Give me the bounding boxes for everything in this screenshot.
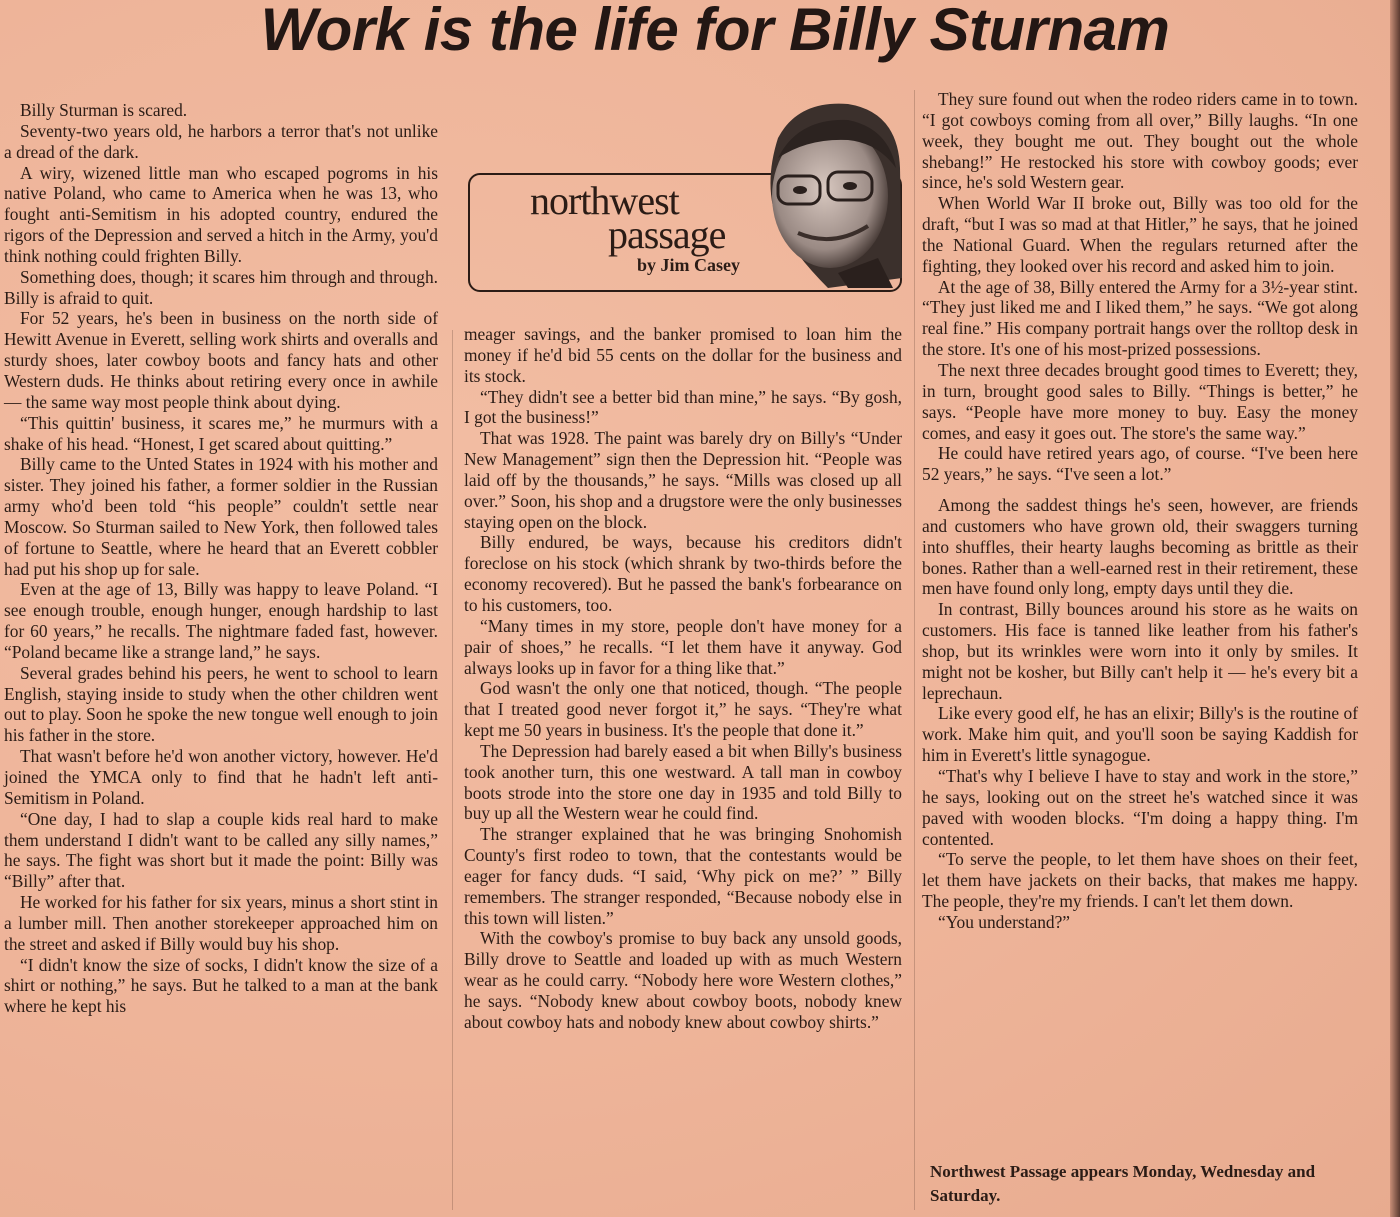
column-rule <box>452 330 453 1210</box>
paragraph: He worked for his father for six years, minus a short stint in a lumber mill. Then another storekeeper approached him on the street and asked if Billy would buy his shop. <box>4 892 438 954</box>
paragraph: Like every good elf, he has an elixir; Billy's is the routine of work. Make him quit, and you'll soon be saying Kaddish for him in Everett's little synagogue. <box>922 703 1358 766</box>
headline: Work is the life for Billy Sturnam <box>260 0 1170 63</box>
paragraph: Something does, though; it scares him through and through. Billy is afraid to quit. <box>4 266 438 308</box>
paragraph: Billy endured, be ways, because his creditors didn't foreclose on his stock (which shrank by two-thirds before the economy recovered). But he passed the bank's forbearance on to his customers, too. <box>464 532 902 615</box>
paragraph: God wasn't the only one that noticed, though. “The people that I treated good never forgot it,” he says. “They're what kept me 50 years in business. It's the people that done it.” <box>464 678 902 741</box>
article-column-2 <box>464 324 902 1033</box>
paragraph: Several grades behind his peers, he went to school to learn English, staying inside to study when the other children went out to play. Soon he spoke the new tongue well enough to join his father in the store. <box>4 662 438 746</box>
paragraph: meager savings, and the banker promised to loan him the money if he'd bid 55 cents on the dollar for the business and its stock. <box>464 324 902 386</box>
footer-note: Northwest Passage appears Monday, Wednesday and Saturday. <box>930 1162 1316 1205</box>
paragraph: The next three decades brought good times to Everett; they, in turn, brought good sales to Billy. “Things is better,” he says. “People have more money to buy. Easy the money comes, and easy it goes out. The store's the same way.” <box>922 359 1358 443</box>
paragraph: That wasn't before he'd won another victory, however. He'd joined the YMCA only to find that he hadn't left anti-Semitism in Poland. <box>4 746 438 808</box>
paragraph: Seventy-two years old, he harbors a terror that's not unlike a dread of the dark. <box>4 120 438 162</box>
paragraph: Among the saddest things he's seen, however, are friends and customers who have grown old, their swaggers turning into shuffles, their hearty laughs becoming as brittle as their bones. Rather than a well-earned rest in their retirement, these men have found only long, empty days until they die. <box>922 495 1358 599</box>
paragraph: “They didn't see a better bid than mine,” he says. “By gosh, I got the business!” <box>464 386 902 428</box>
paragraph: For 52 years, he's been in business on the north side of Hewitt Avenue in Everett, selling work shirts and overalls and sturdy shoes, later cowboy boots and fancy hats and other Western duds. He thinks about retiring every once in awhile — the same way most people think about dying. <box>4 308 438 412</box>
paragraph: “That's why I believe I have to stay and work in the store,” he says, looking out on the street he's watched since it was paved with wooden blocks. “I'm doing a happy thing. I'm contented. <box>922 766 1358 849</box>
column-logo-line1: northwest <box>530 178 679 223</box>
paragraph: Even at the age of 13, Billy was happy to leave Poland. “I see enough trouble, enough hunger, enough hardship to last for 60 years,” he recalls. The nightmare faded fast, however. “Poland became like a strange land,” he says. <box>4 579 438 662</box>
column-logo-line2: passage <box>608 212 726 257</box>
article-column-3 <box>922 89 1358 933</box>
paragraph: At the age of 38, Billy entered the Army for a 3½-year stint. “They just liked me and I liked them,” he says. “We got along real fine.” His company portrait hangs over the rolltop desk in the store. It's one of his most-prized possessions. <box>922 276 1358 360</box>
paragraph: “One day, I had to slap a couple kids real hard to make them understand I didn't want to be called any silly names,” he says. The fight was short but it made the point: Billy was “Billy” after that. <box>4 808 438 892</box>
paragraph: Billy Sturman is scared. <box>20 100 188 120</box>
paragraph: The Depression had barely eased a bit when Billy's business took another turn, this one westward. A tall man in cowboy boots strode into the store one day in 1935 and told Billy to buy up all the Western wear he could find. <box>464 740 902 824</box>
paragraph: Billy came to the Unted States in 1924 with his mother and sister. They joined his father, a former soldier in the Russian army who'd been told “his people” couldn't settle near Moscow. So Sturman sailed to New York, then followed tales of fortune to Seattle, where he heard that an Everett cobbler had put his shop up for sale. <box>4 454 438 579</box>
paragraph: When World War II broke out, Billy was too old for the draft, “but I was so mad at that Hitler,” he says, that he joined the National Guard. When the regulars returned after the fighting, they looked over his record and asked him to join. <box>922 193 1358 276</box>
paragraph: “Many times in my store, people don't have money for a pair of shoes,” he recalls. “I let them have it anyway. God always looks up in favor for a thing like that.” <box>464 615 902 678</box>
paragraph: “You understand?” <box>938 911 1071 932</box>
paragraph: “To serve the people, to let them have shoes on their feet, let them have jackets on their backs, that makes me happy. The people, they're my friends. I can't let them down. <box>922 849 1358 912</box>
byline: by Jim Casey <box>637 255 740 275</box>
paragraph: They sure found out when the rodeo riders came in to town. “I got cowboys coming from all over,” Billy laughs. “In one week, they bought me out. They bought out the whole shebang!” He restocked his store with cowboy goods; ever since, he's sold Western gear. <box>922 89 1358 193</box>
paragraph: A wiry, wizened little man who escaped pogroms in his native Poland, who came to America when he was 13, who fought anti-Semitism in his adopted country, endured the rigors of the Depression and served a hitch in the Army, you'd think nothing could frighten Billy. <box>4 162 438 266</box>
paragraph: The stranger explained that he was bringing Snohomish County's first rodeo to town, that the contestants would be eager for fancy duds. “I said, ‘Why pick on me?’ ” Billy remembers. The stranger responded, “Because nobody else in this town will listen.” <box>464 824 902 928</box>
column-rule <box>914 90 915 1210</box>
paragraph: He could have retired years ago, of course. “I've been here 52 years,” he says. “I've seen a lot.” <box>922 443 1358 485</box>
paragraph: With the cowboy's promise to buy back any unsold goods, Billy drove to Seattle and loaded up with as much Western wear as he could carry. “Nobody here wore Western clothes,” he says. “Nobody knew about cowboy boots, nobody knew about cowboy hats and nobody knew about cowboy shirts.” <box>464 928 902 1032</box>
paragraph: “I didn't know the size of socks, I didn't know the size of a shirt or nothing,” he says. But he talked to a man at the bank where he kept his <box>4 954 438 1017</box>
paper-edge <box>1390 0 1400 1217</box>
author-photo <box>758 98 906 288</box>
article-column-1 <box>4 100 438 1017</box>
paragraph: “This quittin' business, it scares me,” he murmurs with a shake of his head. “Honest, I get scared about quitting.” <box>4 412 438 454</box>
paragraph: That was 1928. The paint was barely dry on Billy's “Under New Management” sign then the Depression hit. “People was laid off by the thousands,” he says. “Mills was closed up all over.” Soon, his shop and a drugstore were the only businesses staying open on the block. <box>464 428 902 532</box>
paragraph: In contrast, Billy bounces around his store as he waits on customers. His face is tanned like leather from his father's shop, but its wrinkles were worn into it only by smiles. It might not be kosher, but Billy can't help it — he's every bit a leprechaun. <box>922 599 1358 703</box>
spacer <box>922 485 1358 495</box>
